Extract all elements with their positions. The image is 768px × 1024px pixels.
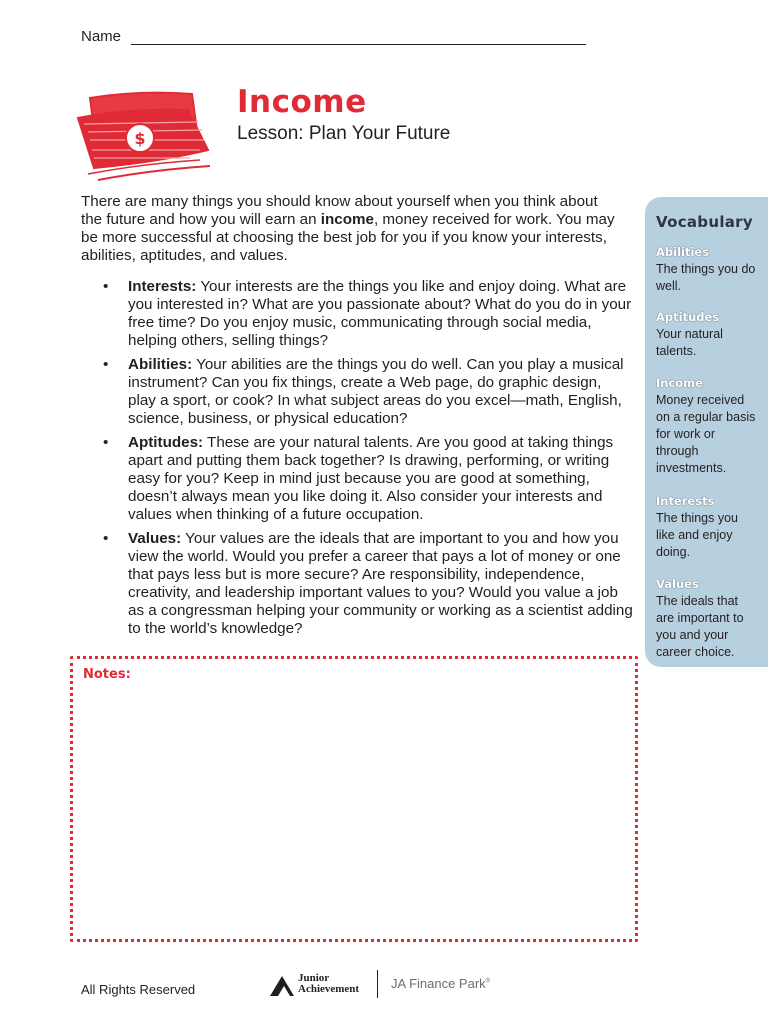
list-item-term: Abilities:	[128, 356, 193, 373]
bullet-icon: •	[103, 530, 109, 547]
vocab-definition: The things you do well.	[656, 262, 756, 293]
vocab-term: Interests	[656, 494, 715, 508]
notes-label: Notes:	[83, 667, 131, 682]
name-underline[interactable]	[131, 30, 586, 45]
list-item-term: Aptitudes:	[128, 434, 204, 451]
name-label: Name	[81, 28, 122, 45]
intro-text-after: , money received for work. You may be more successful at choosing the best job for you if you know your interests, abilities, aptitudes, and values.	[81, 211, 615, 264]
ja-logo-text	[298, 973, 359, 995]
vocab-definition: The things you like and enjoy doing.	[656, 511, 738, 559]
topic-list	[81, 278, 633, 644]
vocab-term: Income	[656, 376, 703, 390]
vocab-definition: Your natural talents.	[656, 327, 723, 358]
vocabulary-sidebar	[645, 197, 768, 667]
list-item	[81, 278, 633, 350]
bullet-icon: •	[103, 356, 109, 373]
intro-paragraph	[81, 193, 621, 265]
footer-brand	[391, 976, 490, 991]
list-item	[81, 530, 633, 638]
list-item-text: Your abilities are the things you do well. Can you play a musical instrument? Can you fix things, create a Web page, do graphic design, play a sport, or cook? In what subject areas do you excel—math, English, science, business, or physical education?	[128, 356, 624, 427]
svg-text:$: $	[134, 129, 146, 148]
vocabulary-heading: Vocabulary	[656, 213, 753, 231]
footer-brand-text: JA Finance Park	[391, 976, 486, 991]
vocab-definition: Money received on a regular basis for work or through investments.	[656, 393, 756, 475]
ja-logo-line2: Achievement	[298, 983, 360, 995]
ja-logo-line1: Junior	[298, 972, 330, 984]
lesson-subtitle: Lesson: Plan Your Future	[237, 123, 451, 144]
bullet-icon: •	[103, 434, 109, 451]
name-field[interactable]	[81, 28, 586, 45]
vocab-definition: The ideals that are important to you and your career choice.	[656, 594, 744, 659]
money-bills-icon	[70, 80, 215, 185]
vocab-term: Aptitudes	[656, 310, 720, 324]
list-item-term: Values:	[128, 530, 182, 547]
vocab-term: Abilities	[656, 245, 710, 259]
list-item-text: These are your natural talents. Are you good at taking things apart and putting them back together? Is drawing, performing, or writing easy for you? Keep in mind just because you are good at something, doesn’t always mean you like doing it. Also consider your interests and values when thinking of a future occupation.	[128, 434, 614, 523]
footer-divider	[377, 970, 378, 998]
list-item-text: Your interests are the things you like and enjoy doing. What are you interested in? What are you passionate about? What do you do in your free time? Do you enjoy music, communicating through social media, helping others, selling things?	[128, 278, 632, 349]
copyright-text: All Rights Reserved	[81, 982, 196, 997]
list-item-text: Your values are the ideals that are important to you and how you view the world. Would you prefer a career that pays a lot of money or one that pays less but is more secure? Are responsibility, independence, creativity, and leadership important values to you? Would you value a job as a congressman helping your community or working as a scientist adding to the world’s knowledge?	[128, 530, 633, 637]
list-item	[81, 356, 633, 428]
registered-mark-icon: ®	[485, 978, 491, 985]
intro-text-before: There are many things you should know about yourself when you think about the future and how you will earn an	[81, 193, 598, 228]
vocab-term: Values	[656, 577, 699, 591]
notes-box[interactable]	[70, 656, 638, 942]
list-item	[81, 434, 633, 524]
page-title: Income	[237, 84, 367, 120]
bullet-icon: •	[103, 278, 109, 295]
intro-bold-term: income	[320, 211, 374, 228]
list-item-term: Interests:	[128, 278, 197, 295]
